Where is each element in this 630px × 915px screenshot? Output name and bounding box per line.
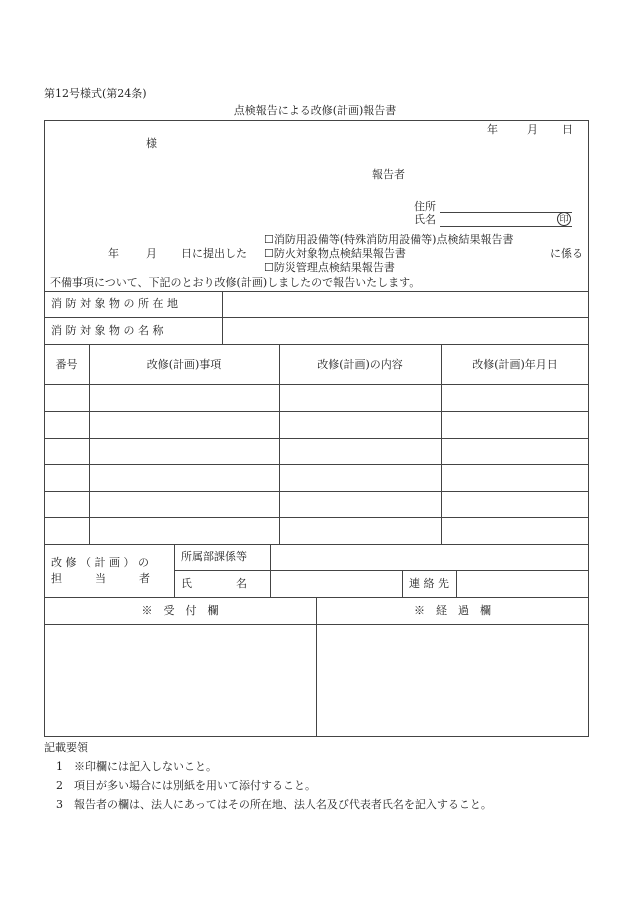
date-month: 月 <box>527 123 538 136</box>
name-label: 氏 名 <box>181 577 247 590</box>
notes-heading: 記載要領 <box>44 741 88 754</box>
reporter-address-label: 住所 <box>414 200 436 213</box>
divider <box>44 438 589 439</box>
divider <box>44 411 589 412</box>
divider <box>441 344 442 544</box>
table-header-date: 改修(計画)年月日 <box>472 358 558 371</box>
property-name-label: 消 防 対 象 物 の 名 称 <box>51 324 164 337</box>
divider <box>44 291 589 292</box>
divider <box>44 491 589 492</box>
note-item-1: 1 ※印欄には記入しないこと。 <box>56 760 217 773</box>
divider <box>89 344 90 544</box>
submission-option-3: ☐防災管理点検結果報告書 <box>264 261 395 274</box>
addressee-suffix: 様 <box>146 137 157 150</box>
reporter-name-label: 氏名 <box>414 213 436 226</box>
form-title <box>0 105 630 116</box>
submission-year: 年 <box>108 247 119 260</box>
table-header-content: 改修(計画)の内容 <box>317 358 403 371</box>
person-in-charge-label-2: 担 当 者 <box>51 572 150 585</box>
seal-mark: 印 <box>557 212 571 226</box>
receipt-label: ※ 受 付 欄 <box>141 604 219 617</box>
divider <box>44 464 589 465</box>
statement: 不備事項について、下記のとおり改修(計画)しましたので報告いたします。 <box>50 276 421 289</box>
reporter-label: 報告者 <box>372 168 405 181</box>
reporter-address-line <box>440 212 572 213</box>
submission-option-1: ☐消防用設備等(特殊消防用設備等)点検結果報告書 <box>264 233 514 246</box>
table-header-item: 改修(計画)事項 <box>146 358 222 371</box>
divider <box>174 570 589 571</box>
form-number: 第12号様式(第24条) <box>44 87 147 100</box>
divider <box>44 344 589 345</box>
divider <box>44 317 589 318</box>
divider <box>270 544 271 597</box>
table-header-number: 番号 <box>55 358 78 371</box>
divider <box>44 517 589 518</box>
divider <box>279 344 280 544</box>
progress-label: ※ 経 過 欄 <box>414 604 491 617</box>
note-item-2: 2 項目が多い場合には別紙を用いて添付すること。 <box>56 779 316 792</box>
property-location-label: 消 防 対 象 物 の 所 在 地 <box>51 297 178 310</box>
divider <box>174 544 175 597</box>
divider <box>44 544 589 545</box>
divider <box>456 570 457 597</box>
divider <box>402 570 403 597</box>
divider <box>44 384 589 385</box>
person-in-charge-label-1: 改 修 （ 計 画 ） の <box>51 556 149 569</box>
form-title-text: 点検報告による改修(計画)報告書 <box>233 104 397 117</box>
date-day: 日 <box>562 123 573 136</box>
note-item-3: 3 報告者の欄は、法人にあってはその所在地、法人名及び代表者氏名を記入すること。 <box>56 798 492 811</box>
reporter-name-line <box>440 226 572 227</box>
submission-suffix: に係る <box>550 247 583 260</box>
divider <box>222 291 223 344</box>
submission-day: 日に提出した <box>181 247 247 260</box>
submission-month: 月 <box>146 247 157 260</box>
department-label: 所属部課係等 <box>181 550 247 563</box>
date-year: 年 <box>487 123 498 136</box>
contact-label: 連 絡 先 <box>409 577 449 590</box>
divider <box>316 597 317 737</box>
submission-option-2: ☐防火対象物点検結果報告書 <box>264 247 406 260</box>
